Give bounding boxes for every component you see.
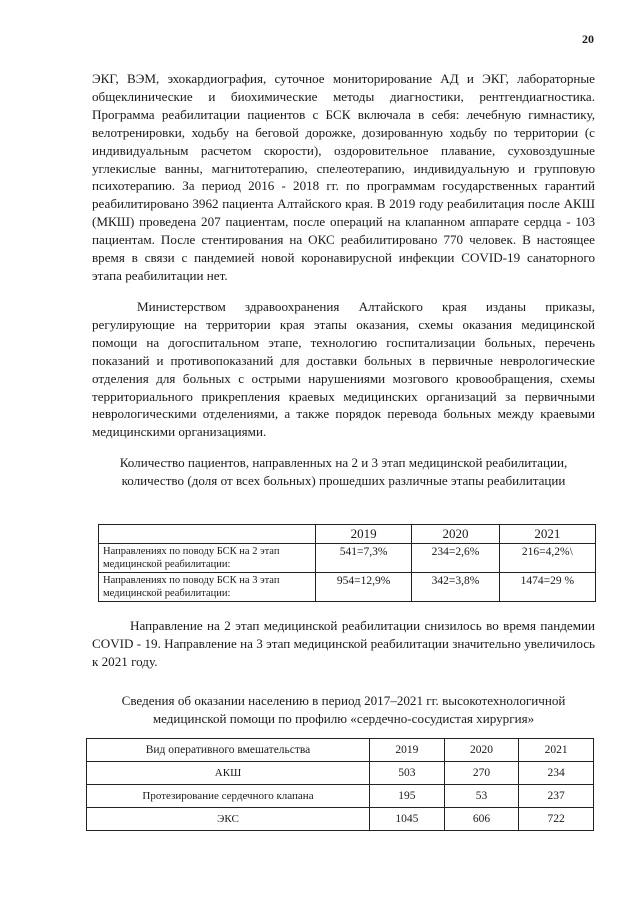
table-header-row [99,525,596,544]
table-row [99,573,596,602]
table-row [87,785,594,808]
table-row [87,808,594,831]
table-cell: 503 [370,762,445,785]
cardiac-surgery-table [86,738,594,831]
table-header-row [87,739,594,762]
body-paragraph-3: Направление на 2 этап медицинской реабилитации снизилось во время пандемии COVID - 19. Направление на 3 этап медицинской реабилитации значительно увеличилось к 2021 году. [92,618,595,669]
table-row [99,544,596,573]
table1-caption: Количество пациентов, направленных на 2 и 3 этап медицинской реабилитации, количество (доля от всех больных) прошедших различные этапы реабилитации [119,455,568,488]
table-cell: 195 [370,785,445,808]
row-label: ЭКС [87,808,370,831]
table-header-cell: 2021 [519,739,594,762]
table-cell: 216=4,2%\ [499,544,595,573]
table-cell: 53 [444,785,519,808]
table-cell: 541=7,3% [316,544,412,573]
table-cell: 954=12,9% [316,573,412,602]
table-header-cell: 2020 [412,525,499,544]
table-cell: 270 [444,762,519,785]
table-cell: 1474=29 % [499,573,595,602]
page-number: 20 [582,32,594,46]
table2-caption: Сведения об оказании населению в период 2017–2021 гг. высокотехнологичной медицинской помощи по профилю «сердечно-сосудистая хирургия» [121,693,566,726]
table-cell: 237 [519,785,594,808]
table-row [87,762,594,785]
row-label: Направлениях по поводу БСК на 2 этап медицинской реабилитации: [99,544,316,573]
table-header-cell: 2020 [444,739,519,762]
table-header-cell: 2019 [316,525,412,544]
row-label: АКШ [87,762,370,785]
row-label: Направлениях по поводу БСК на 3 этап медицинской реабилитации: [99,573,316,602]
table-cell: 722 [519,808,594,831]
table-header-cell: 2021 [499,525,595,544]
table-cell: 234=2,6% [412,544,499,573]
body-paragraph-1: ЭКГ, ВЭМ, эхокардиография, суточное мониторирование АД и ЭКГ, лабораторные общеклинические и биохимические методы диагностики, рентгендиагностика. Программа реабилитации пациентов с БСК включала в себя: лечебную гимнастику, велотренировки, ходьбу на беговой дорожке, дозированную ходьбу по территории (с индивидуальным расчетом скорости), оздоровительное плавание, суховоздушные углекислые ванны, магнитотерапию, спелеотерапию, индивидуальную и групповую психотерапию. За период 2016 - 2018 гг. по программам государственных гарантий реабилитировано 3962 пациента Алтайского края. В 2019 году реабилитация после АКШ (МКШ) проведена 207 пациентам, после операций на клапанном аппарате сердца - 103 пациентам. После стентирования на ОКС реабилитировано 770 человек. В настоящее время в связи с пандемией новой коронавирусной инфекции COVID-19 санаторного этапа реабилитации нет. [92,71,595,283]
table-cell: 1045 [370,808,445,831]
table-cell: 342=3,8% [412,573,499,602]
table-cell: 606 [444,808,519,831]
body-paragraph-2: Министерством здравоохранения Алтайского края изданы приказы, регулирующие на территории края этапы оказания, схемы оказания медицинской помощи на догоспитальном этапе, технологию госпитализации больных, перечень показаний и противопоказаний для доставки больных в первичные неврологические отделения для больных с острыми нарушениями мозгового кровообращения, схемы территориального прикрепления краевых медицинских организаций за первичными неврологическими отделениями, а также порядок перевода больных между краевыми медицинскими организациями. [92,299,595,440]
table-cell: 234 [519,762,594,785]
table-header-cell [99,525,316,544]
table-header-cell: 2019 [370,739,445,762]
table-header-cell: Вид оперативного вмешательства [87,739,370,762]
row-label: Протезирование сердечного клапана [87,785,370,808]
rehabilitation-referrals-table [98,524,596,602]
